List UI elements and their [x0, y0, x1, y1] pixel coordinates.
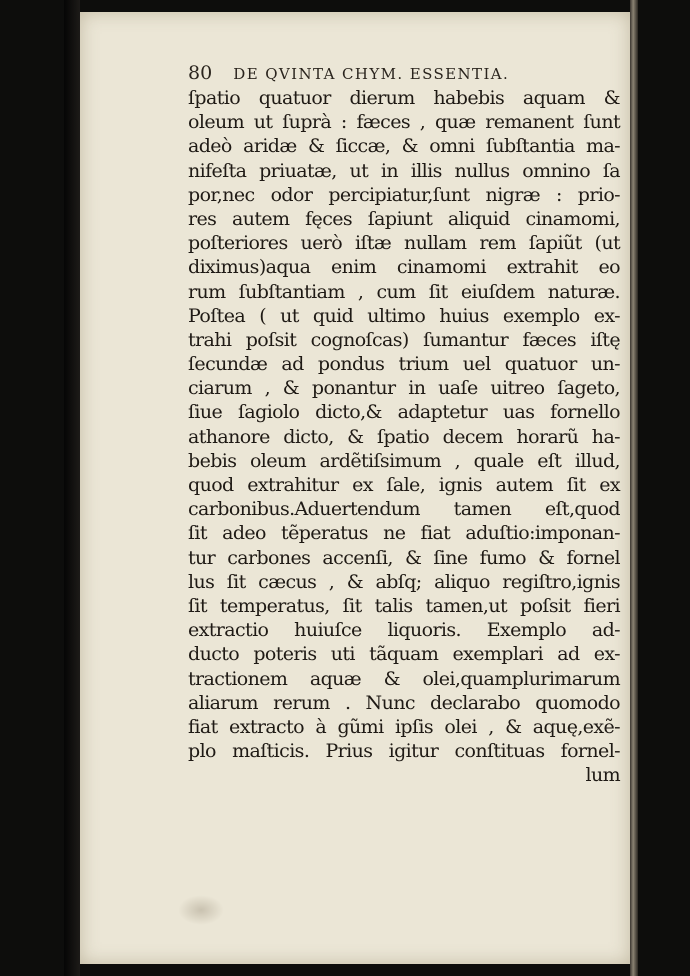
- text-line: ſecundæ ad pondus trium uel quatuor un-: [188, 353, 620, 376]
- text-line: adeò aridæ & ſiccæ, & omni ſubſtantia ma-: [188, 135, 620, 158]
- text-line: por,nec odor percipiatur,ſunt nigræ : prio-: [188, 183, 620, 206]
- text-line: carbonibus.Aduertendum tamen eſt,quod: [188, 498, 620, 521]
- text-line: rum ſubſtantiam , cum ſit eiuſdem naturæ.: [188, 280, 620, 303]
- page-fore-edge: [630, 0, 638, 976]
- page-number: 80: [188, 62, 213, 84]
- binding-shadow: [64, 0, 80, 976]
- text-line: lus ſit cæcus , & abſq; aliquo regiſtro,ignis: [188, 570, 620, 593]
- text-line: fiat extracto à gũmi ipſis olei , & aquę,exẽ-: [188, 715, 620, 738]
- text-line: ducto poteris uti tãquam exemplari ad ex-: [188, 643, 620, 666]
- text-line: ſit temperatus, ſit talis tamen,ut poſsit fieri: [188, 594, 620, 617]
- text-line: Poſtea ( ut quid ultimo huius exemplo ex-: [188, 304, 620, 327]
- body-text: [188, 86, 620, 787]
- text-line: oleum ut ſuprà : fæces , quæ remanent ſunt: [188, 111, 620, 134]
- text-line: tractionem aquæ & olei,quamplurimarum: [188, 667, 620, 690]
- running-title: DE QVINTA CHYM. ESSENTIA.: [233, 65, 510, 83]
- text-line: ciarum , & ponantur in uaſe uitreo ſageto,: [188, 377, 620, 400]
- text-line: lum: [585, 764, 620, 787]
- text-line: res autem fęces ſapiunt aliquid cinamomi,: [188, 207, 620, 230]
- text-line: tur carbones accenſi, & ſine fumo & fornel: [188, 546, 620, 569]
- text-line: extractio huiuſce liquoris. Exemplo ad-: [188, 619, 620, 642]
- text-line: aliarum rerum . Nunc declarabo quomodo: [188, 691, 620, 714]
- text-line: quod extrahitur ex ſale, ignis autem ſit ex: [188, 474, 620, 496]
- paper-stain: [178, 895, 224, 925]
- text-line: ſpatio quatuor dierum habebis aquam &: [188, 87, 620, 109]
- text-line: ſiue ſagiolo dicto,& adaptetur uas fornello: [188, 401, 620, 424]
- text-line: poſteriores uerò iſtæ nullam rem ſapiũt (ut: [188, 232, 620, 255]
- running-head: [188, 62, 618, 86]
- text-line: nifeſta priuatæ, ut in illis nullus omnino ſa: [188, 159, 620, 182]
- text-line: athanore dicto, & ſpatio decem horarũ ha-: [188, 425, 620, 448]
- text-line: diximus)aqua enim cinamomi extrahit eo: [188, 256, 620, 279]
- text-line: plo maſticis. Prius igitur conſtituas fornel-: [188, 740, 620, 763]
- text-line: ſit adeo tẽperatus ne fiat aduſtio:imponan-: [188, 522, 620, 545]
- text-line: trahi poſsit cognoſcas) ſumantur fæces iſtę: [188, 328, 620, 351]
- text-line: bebis oleum ardẽtiſsimum , quale eſt illud,: [188, 449, 620, 472]
